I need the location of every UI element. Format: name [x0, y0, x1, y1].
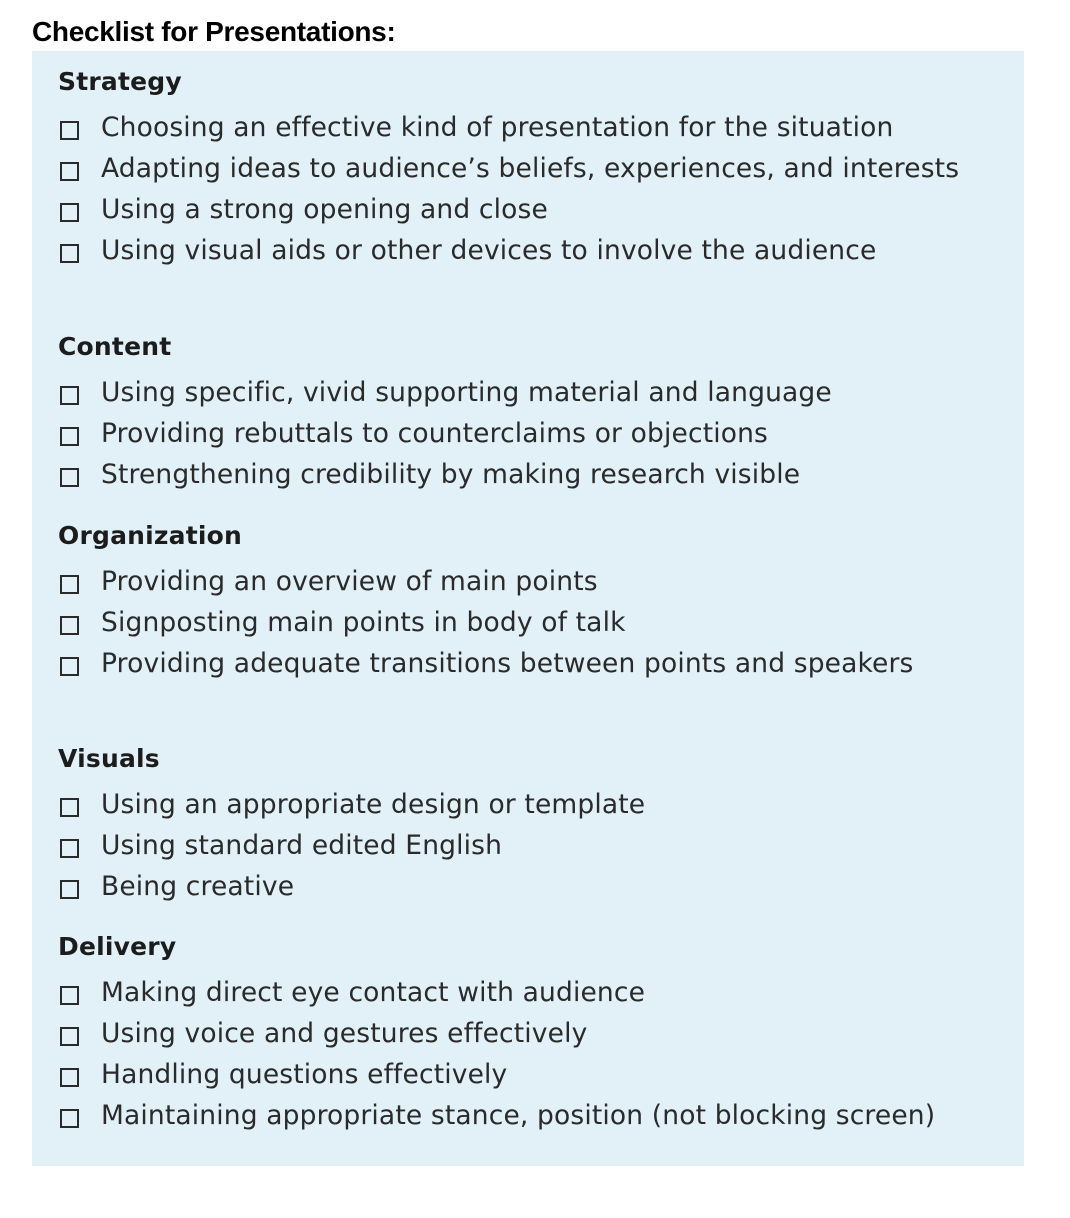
section-content: [58, 332, 1018, 492]
checklist-item[interactable]: Making direct eye contact with audience: [58, 976, 1018, 1010]
checklist-item[interactable]: Providing adequate transitions between points and speakers: [58, 647, 1018, 681]
checkbox-icon[interactable]: [60, 1109, 79, 1128]
section-heading: Delivery: [58, 932, 177, 961]
checklist-items: [58, 976, 1018, 1133]
checklist-item[interactable]: Maintaining appropriate stance, position (not blocking screen): [58, 1099, 1018, 1133]
checklist-item[interactable]: Signposting main points in body of talk: [58, 606, 1018, 640]
checkbox-icon[interactable]: [60, 575, 79, 594]
checklist-item[interactable]: Adapting ideas to audience’s beliefs, experiences, and interests: [58, 152, 1018, 186]
checklist-item[interactable]: Being creative: [58, 870, 1018, 904]
checklist-items: [58, 376, 1018, 492]
checkbox-icon[interactable]: [60, 121, 79, 140]
checkbox-icon[interactable]: [60, 162, 79, 181]
section-heading: Strategy: [58, 67, 182, 96]
section-heading: Content: [58, 332, 172, 361]
checkbox-icon[interactable]: [60, 1027, 79, 1046]
document-title: Checklist for Presentations:: [32, 16, 396, 47]
section-strategy: [58, 67, 1018, 268]
checklist-item[interactable]: Choosing an effective kind of presentation for the situation: [58, 111, 1018, 145]
section-delivery: [58, 932, 1018, 1133]
checklist-item[interactable]: Using standard edited English: [58, 829, 1018, 863]
checkbox-icon[interactable]: [60, 203, 79, 222]
checklist-item[interactable]: Using specific, vivid supporting material and language: [58, 376, 1018, 410]
checkbox-icon[interactable]: [60, 427, 79, 446]
section-visuals: [58, 744, 1018, 904]
checkbox-icon[interactable]: [60, 880, 79, 899]
checklist-item[interactable]: Using a strong opening and close: [58, 193, 1018, 227]
checkbox-icon[interactable]: [60, 986, 79, 1005]
checkbox-icon[interactable]: [60, 244, 79, 263]
checklist-item[interactable]: Using visual aids or other devices to involve the audience: [58, 234, 1018, 268]
checkbox-icon[interactable]: [60, 386, 79, 405]
section-heading: Visuals: [58, 744, 160, 773]
section-organization: [58, 521, 1018, 681]
checkbox-icon[interactable]: [60, 468, 79, 487]
checklist-item[interactable]: Strengthening credibility by making research visible: [58, 458, 1018, 492]
checklist-item[interactable]: Providing an overview of main points: [58, 565, 1018, 599]
checkbox-icon[interactable]: [60, 798, 79, 817]
checklist-item[interactable]: Providing rebuttals to counterclaims or objections: [58, 417, 1018, 451]
checklist-items: [58, 111, 1018, 268]
checklist-items: [58, 788, 1018, 904]
checklist-item[interactable]: Using voice and gestures effectively: [58, 1017, 1018, 1051]
checkbox-icon[interactable]: [60, 839, 79, 858]
checkbox-icon[interactable]: [60, 616, 79, 635]
checkbox-icon[interactable]: [60, 1068, 79, 1087]
checklist-panel: [32, 51, 1024, 1166]
checklist-item[interactable]: Handling questions effectively: [58, 1058, 1018, 1092]
checklist-item[interactable]: Using an appropriate design or template: [58, 788, 1018, 822]
checklist-items: [58, 565, 1018, 681]
checkbox-icon[interactable]: [60, 657, 79, 676]
section-heading: Organization: [58, 521, 243, 550]
